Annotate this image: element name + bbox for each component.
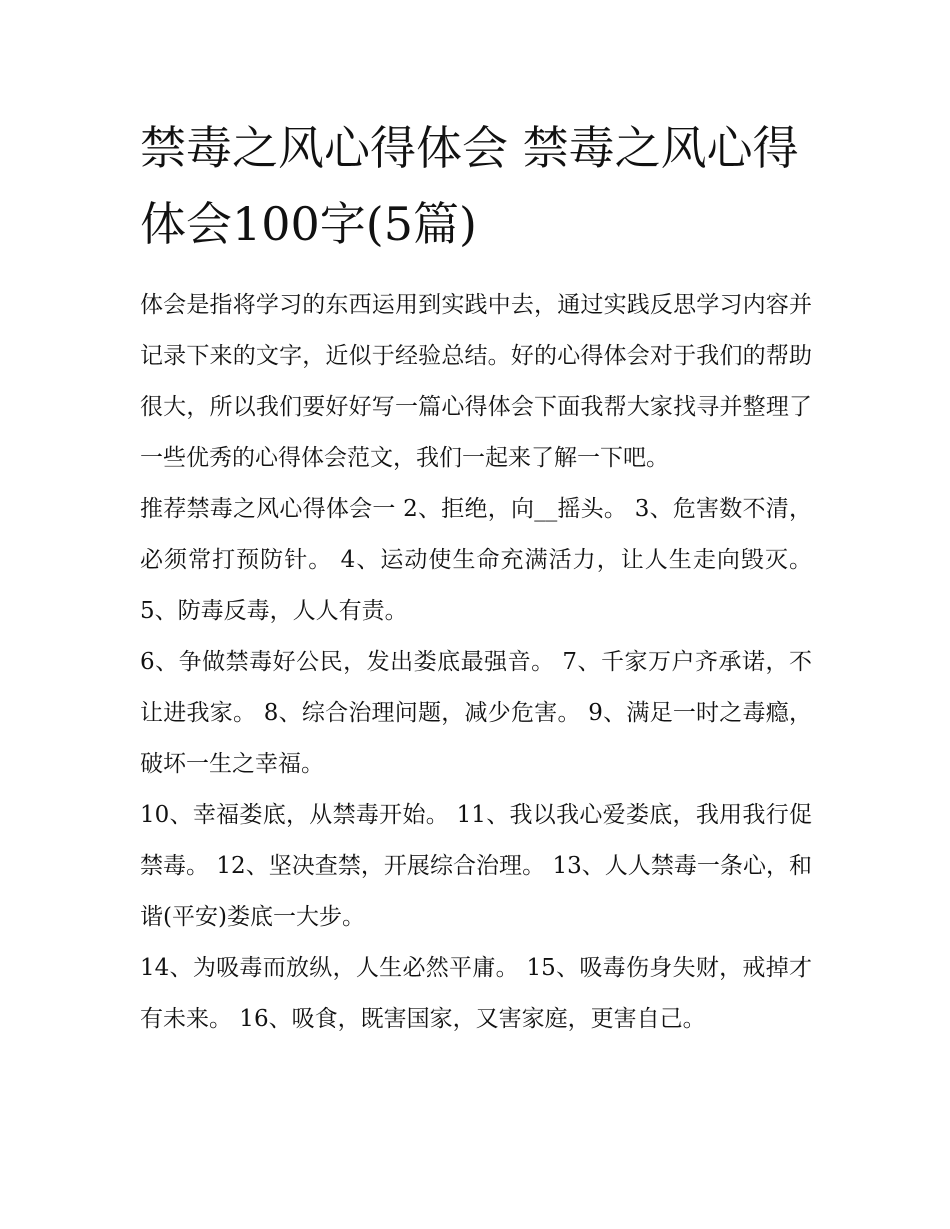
document-title: 禁毒之风心得体会 禁毒之风心得体会100字(5篇): [140, 121, 799, 251]
body-paragraph-1: 推荐禁毒之风心得体会一 2、拒绝，向__摇头。 3、危害数不清，必须常打预防针。 4、运动使生命充满活力，让人生走向毁灭。 5、防毒反毒，人人有责。: [140, 496, 812, 624]
body-paragraph-2: 6、争做禁毒好公民，发出娄底最强音。 7、千家万户齐承诺，不让进我家。 8、综合治理问题，减少危害。 9、满足一时之毒瘾，破坏一生之幸福。: [140, 649, 812, 777]
document-page: [140, 110, 812, 1045]
intro-paragraph: 体会是指将学习的东西运用到实践中去，通过实践反思学习内容并记录下来的文字，近似于经验总结。好的心得体会对于我们的帮助很大，所以我们要好好写一篇心得体会下面我帮大家找寻并整理了一些优秀的心得体会范文，我们一起来了解一下吧。: [140, 292, 812, 471]
body-paragraph-3: 10、幸福娄底，从禁毒开始。 11、我以我心爱娄底，我用我行促禁毒。 12、坚决查禁，开展综合治理。 13、人人禁毒一条心，和谐(平安)娄底一大步。: [140, 802, 812, 930]
body-paragraph-4: 14、为吸毒而放纵，人生必然平庸。 15、吸毒伤身失财，戒掉才有未来。 16、吸食，既害国家，又害家庭，更害自己。: [140, 955, 812, 1032]
